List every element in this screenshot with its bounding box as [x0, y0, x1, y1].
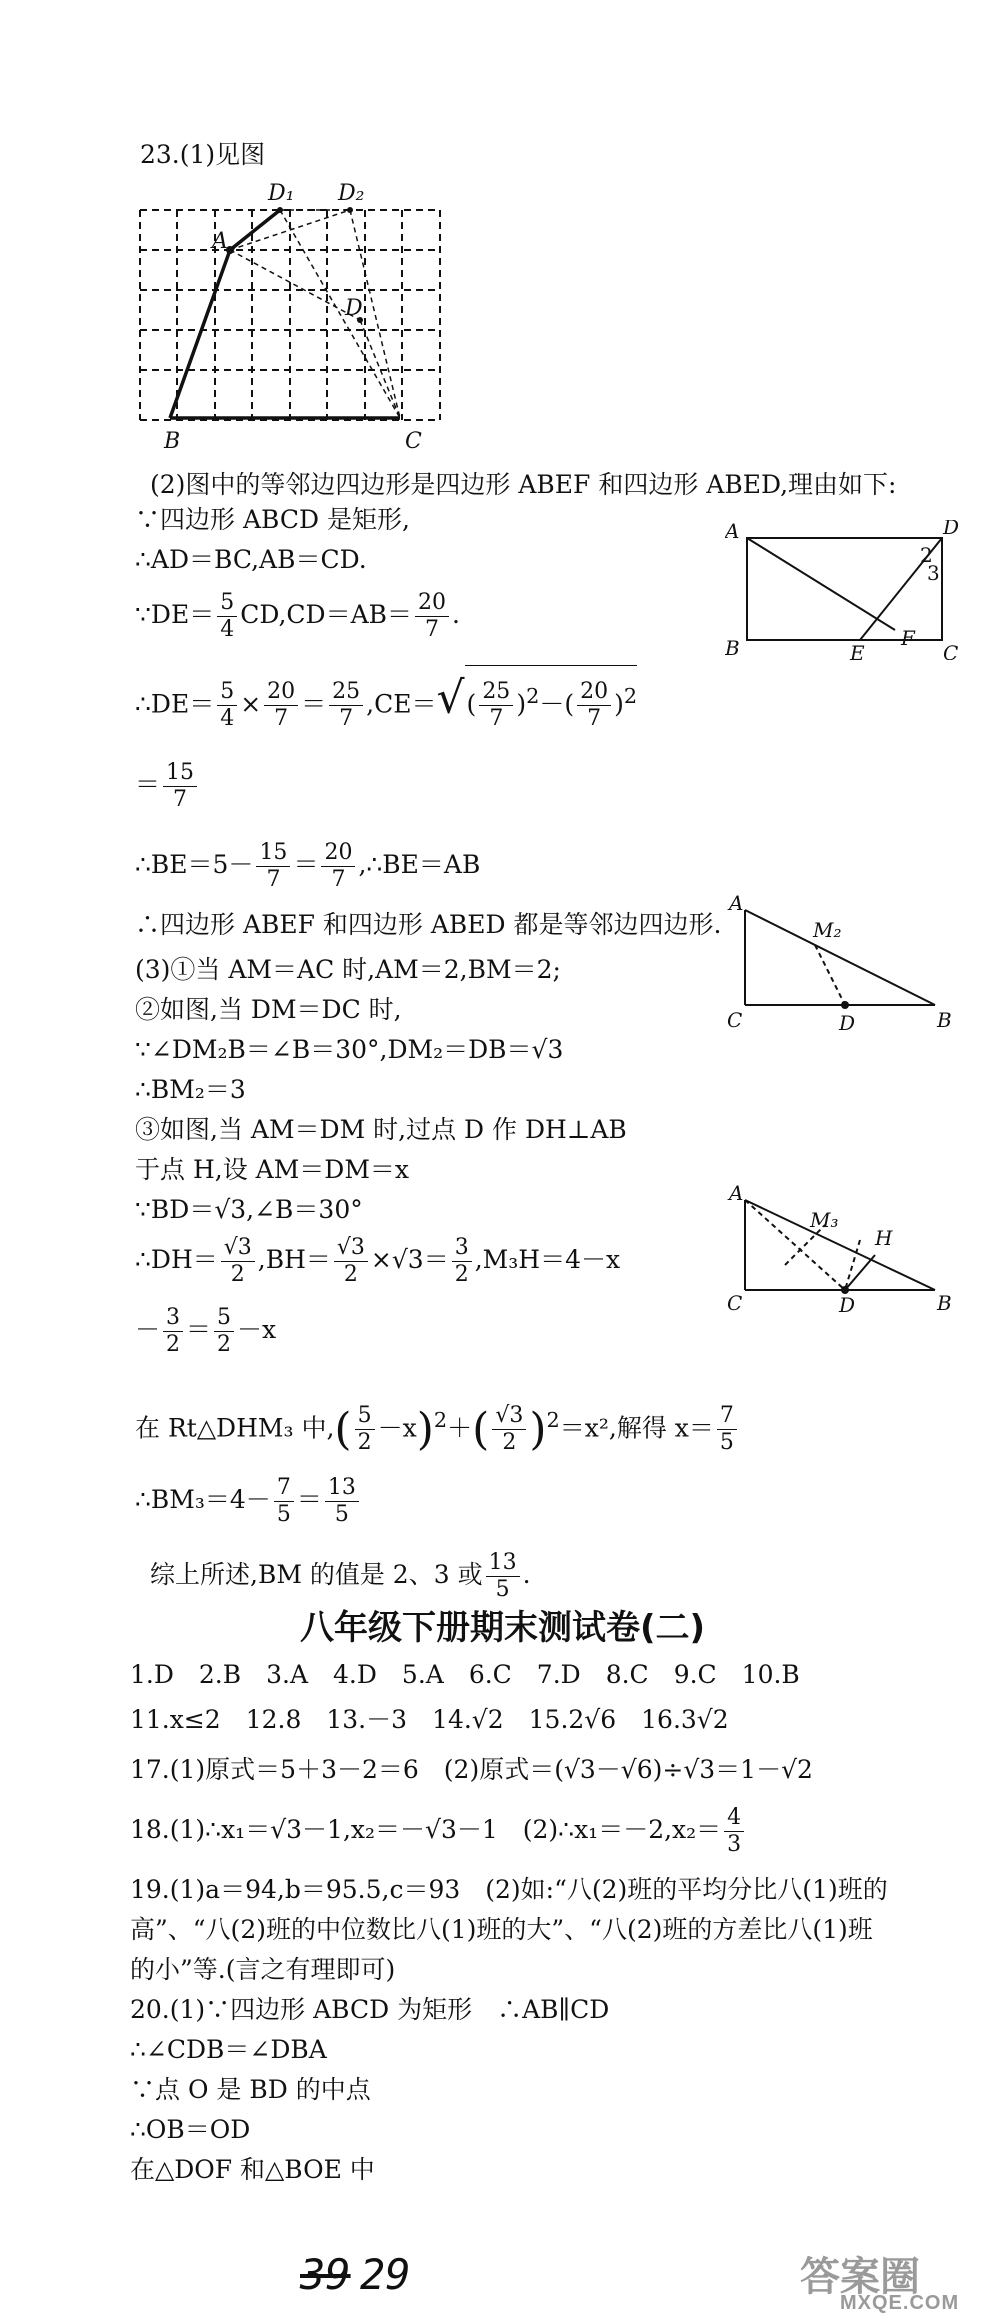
fig3-D: D	[839, 1011, 856, 1035]
q23-line9: ∴四边形 ABEF 和四边形 ABED 都是等邻边四边形.	[135, 910, 722, 939]
page-number: 29	[360, 2250, 411, 2299]
q23-part2: (2)图中的等邻边四边形是四边形 ABEF 和四边形 ABED,理由如下:	[150, 470, 897, 499]
label-B: B	[164, 429, 181, 454]
answer-19-line2: 高”、“八(2)班的中位数比八(1)班的大”、“八(2)班的方差比八(1)班	[130, 1915, 873, 1944]
q23-line15: 于点 H,设 AM＝DM＝x	[135, 1155, 410, 1184]
fig4-A: A	[729, 1185, 744, 1205]
fig2-D: D	[943, 520, 960, 539]
q23-line5: ∵DE＝ $\frac{5}{4}$ CD,CD＝AB＝ $\frac{20}{7}$ .	[135, 590, 460, 642]
fig4-M3: M₃	[810, 1208, 839, 1232]
answer-19-line1: 19.(1)a＝94,b＝95.5,c＝93 (2)如:“八(2)班的平均分比八(1)班的	[130, 1875, 888, 1904]
fig2-C: C	[943, 641, 959, 660]
fig4-C: C	[727, 1291, 743, 1315]
fig3-B: B	[937, 1008, 952, 1032]
answer-20-line3: ∵点 O 是 BD 的中点	[130, 2075, 371, 2104]
q23-line17: ∴DH＝ $\frac{√3}{2}$ ,BH＝ $\frac{√3}{2}$ ×√3＝ $\frac{3}{2}$ ,M₃H＝4－x	[135, 1235, 621, 1287]
q23-line7: ＝ $\frac{15}{7}$	[135, 755, 200, 815]
fig2-A: A	[725, 520, 740, 543]
page-mark: 39	[300, 2250, 351, 2299]
construction-lines	[230, 210, 400, 418]
q23-line12: ∵∠DM₂B＝∠B＝30°,DM₂＝DB＝√3	[135, 1035, 564, 1064]
rectangle-figure	[725, 520, 965, 660]
q23-line16: ∵BD＝√3,∠B＝30°	[135, 1195, 363, 1224]
q23-part3-case1: (3)①当 AM＝AC 时,AM＝2,BM＝2;	[135, 955, 561, 984]
grid-figure	[120, 170, 460, 460]
grid-lines	[140, 210, 440, 420]
answer-20-line5: 在△DOF 和△BOE 中	[130, 2155, 375, 2184]
fig3-C: C	[727, 1008, 743, 1032]
q23-line4: ∴AD＝BC,AB＝CD.	[135, 545, 367, 574]
q23-line3: ∵四边形 ABCD 是矩形,	[135, 505, 410, 534]
label-D1: D₁	[268, 181, 295, 206]
q23-part3-case2: ②如图,当 DM＝DC 时,	[135, 995, 402, 1024]
q23-line6: ∴DE＝ $\frac{5}{4}$ × $\frac{20}{7}$ ＝ $\frac{25}{7}$ ,CE＝√( $\frac{25}{7}$ )$^2$－( $\frac{20}{7}$ )$^2$	[135, 665, 637, 734]
q23-line8: ∴BE＝5－ $\frac{15}{7}$ ＝ $\frac{20}{7}$ ,∴BE＝AB	[135, 840, 481, 892]
q23-line18: － $\frac{3}{2}$ ＝ $\frac{5}{2}$ －x	[135, 1305, 277, 1357]
q23-part3-case3: ③如图,当 AM＝DM 时,过点 D 作 DH⊥AB	[135, 1115, 627, 1144]
fig2-angle3: 3	[927, 561, 940, 585]
fig2-E: E	[850, 641, 865, 660]
fig4-H: H	[875, 1226, 893, 1250]
fig3-A: A	[729, 895, 744, 915]
fig2-angle2: 2	[920, 543, 933, 567]
label-C: C	[405, 429, 422, 454]
answer-17: 17.(1)原式＝5＋3－2＝6 (2)原式＝(√3－√6)÷√3＝1－√2	[130, 1755, 813, 1784]
fig4-D: D	[839, 1293, 856, 1315]
triangle-m3-figure	[725, 1185, 965, 1315]
watermark-url: MXQE.COM	[840, 2292, 960, 2314]
fig2-F: F	[901, 626, 915, 650]
answer-18: 18.(1)∴x₁＝√3－1,x₂＝－√3－1 (2)∴x₁＝－2,x₂＝ $\frac{4}{3}$	[130, 1800, 747, 1860]
label-A: A	[212, 229, 228, 254]
triangle-m2-figure	[725, 895, 965, 1035]
exam-title: 八年级下册期末测试卷(二)	[300, 1608, 706, 1648]
answer-19-line3: 的小”等.(言之有理即可)	[130, 1955, 396, 1984]
quadrilateral-ABC	[170, 210, 400, 418]
label-D: D	[345, 296, 363, 321]
fig3-M2: M₂	[813, 918, 842, 942]
q23-line20: ∴BM₃＝4－ $\frac{7}{5}$ ＝ $\frac{13}{5}$	[135, 1470, 362, 1530]
answers-11-16: 11.x≤2 12.8 13.－3 14.√2 15.2√6 16.3√2	[130, 1705, 729, 1734]
q23-conclusion: 综上所述,BM 的值是 2、3 或 $\frac{13}{5}$ .	[150, 1550, 531, 1602]
answer-20-line2: ∴∠CDB＝∠DBA	[130, 2035, 327, 2064]
label-D2: D₂	[338, 181, 365, 206]
fig2-B: B	[725, 636, 740, 660]
answer-20-line4: ∴OB＝OD	[130, 2115, 251, 2144]
answers-1-10: 1.D 2.B 3.A 4.D 5.A 6.C 7.D 8.C 9.C 10.B	[130, 1660, 800, 1689]
answer-20-line1: 20.(1)∵四边形 ABCD 为矩形 ∴AB∥CD	[130, 1995, 610, 2024]
watermark-logo: 答案圈	[800, 2255, 920, 2299]
q23-line19: 在 Rt△DHM₃ 中,( $\frac{5}{2}$ －x)$^2$＋( $\frac{√3}{2}$ )$^2$＝x²,解得 x＝ $\frac{7}{5}$	[135, 1390, 740, 1458]
fig4-B: B	[937, 1291, 952, 1315]
q23-line13: ∴BM₂＝3	[135, 1075, 246, 1104]
q23-part1: 23.(1)见图	[140, 140, 266, 169]
